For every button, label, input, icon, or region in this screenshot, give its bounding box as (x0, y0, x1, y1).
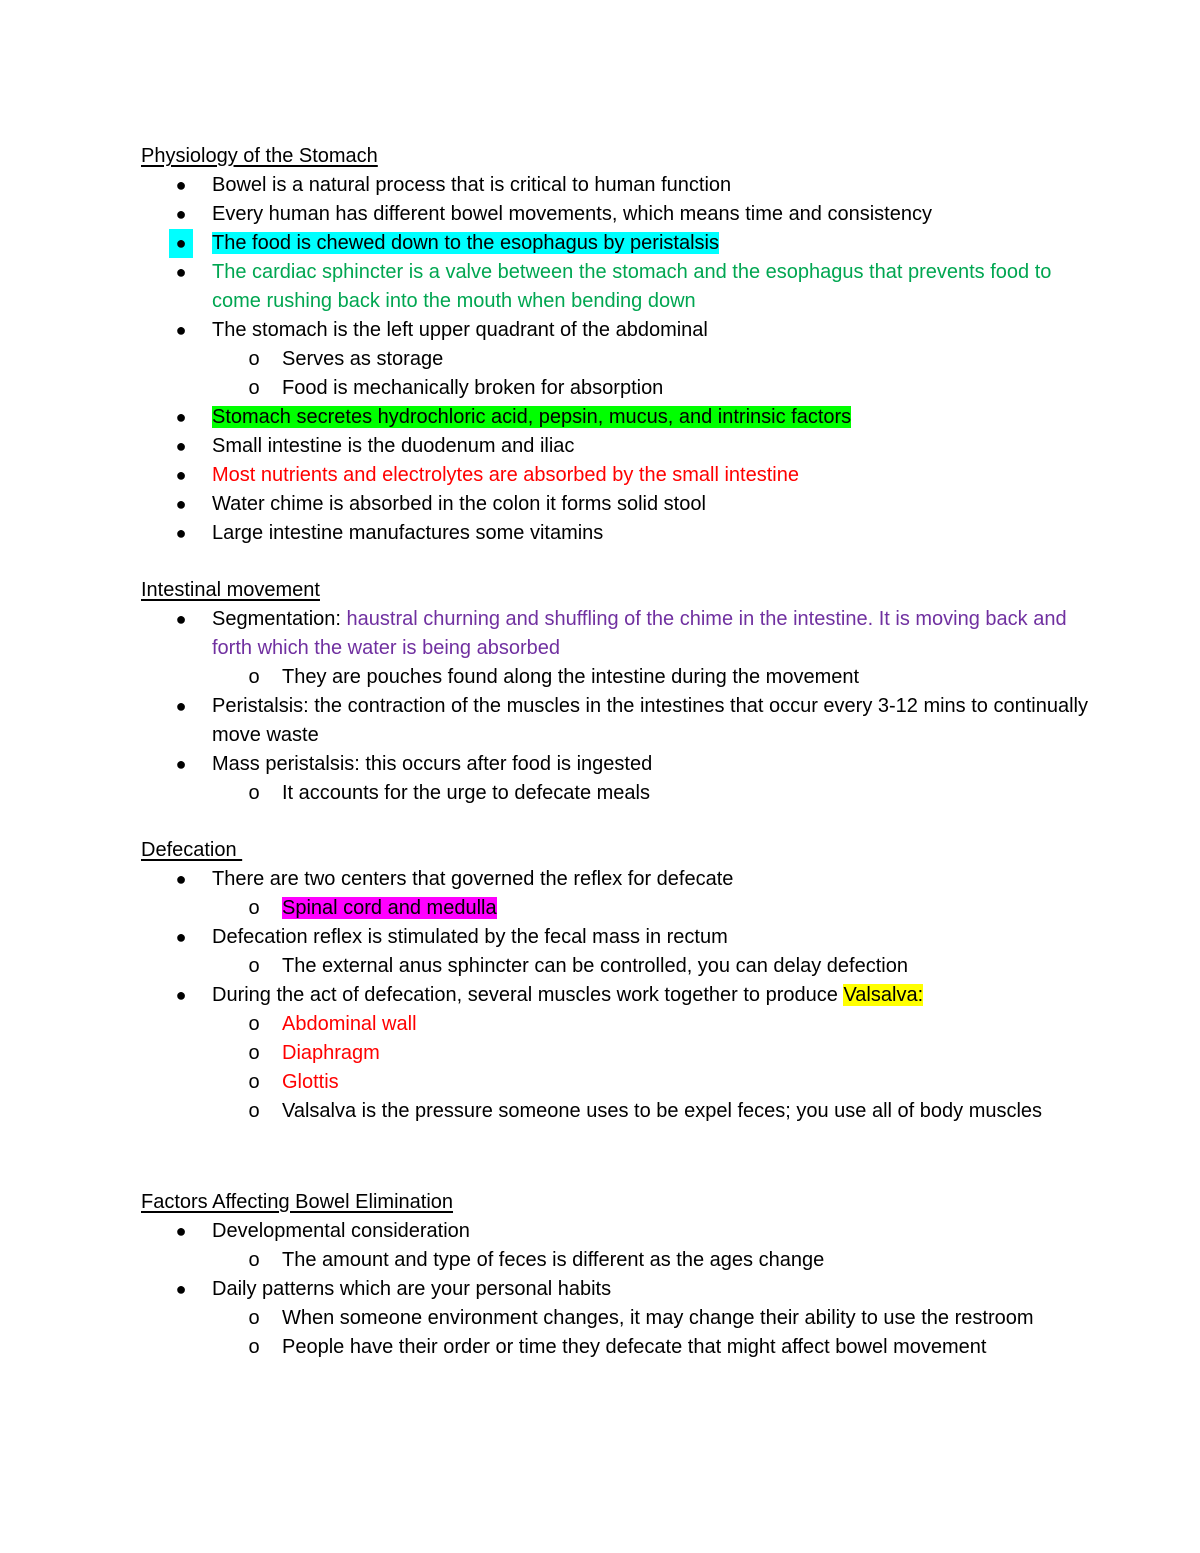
bullet-icon: ● (175, 175, 187, 195)
bullet-list (141, 605, 1101, 808)
section-intestinal-movement (141, 576, 1101, 808)
sub-list-item-text: When someone environment changes, it may change their ability to use the restroom (282, 1307, 1034, 1329)
section-physiology-of-the-stomach (141, 142, 1101, 548)
bullet-icon: ● (175, 696, 187, 716)
sub-list-item-text: Diaphragm (282, 1042, 380, 1064)
list-item (141, 229, 1101, 258)
sub-list-item-text: Glottis (282, 1071, 339, 1093)
hollow-bullet-icon: o (248, 955, 260, 977)
list-item-text: Every human has different bowel movements, which means time and consistency (212, 203, 932, 225)
bullet-icon: ● (175, 465, 187, 485)
bullet-icon: ● (175, 204, 187, 224)
list-item-text: Small intestine is the duodenum and iliac (212, 435, 575, 457)
list-item (141, 519, 1101, 548)
list-item (141, 865, 1101, 894)
sub-list-item (141, 1246, 1101, 1275)
sub-list-item (141, 1039, 1101, 1068)
list-item-text: Large intestine manufactures some vitamins (212, 522, 604, 544)
hollow-bullet-icon: o (248, 1071, 260, 1093)
term-label: Segmentation: (212, 608, 347, 630)
bullet-icon: ● (175, 494, 187, 514)
hollow-bullet-icon: o (248, 1249, 260, 1271)
bullet-icon: ● (175, 1221, 187, 1241)
bullet-icon: ● (175, 320, 187, 340)
list-item (141, 490, 1101, 519)
list-item-text: Most nutrients and electrolytes are absorbed by the small intestine (212, 464, 799, 486)
sub-list-item-text: Abdominal wall (282, 1013, 417, 1035)
bullet-icon: ● (175, 1279, 187, 1299)
list-item-text: During the act of defecation, several muscles work together to produce (212, 984, 844, 1006)
hollow-bullet-icon: o (248, 377, 260, 399)
hollow-bullet-icon: o (248, 666, 260, 688)
sub-list-item-text: Valsalva is the pressure someone uses to be expel feces; you use all of body muscles (282, 1100, 1043, 1122)
sub-list-item (141, 952, 1101, 981)
bullet-icon: ● (175, 869, 187, 889)
list-item (141, 923, 1101, 952)
list-item (141, 258, 1101, 316)
term-definition: haustral churning and shuffling of the chime in the intestine. It is moving back and forth which the water is being absorbed (212, 608, 1067, 659)
hollow-bullet-icon: o (248, 1307, 260, 1329)
list-item (141, 750, 1101, 779)
hollow-bullet-icon: o (248, 1100, 260, 1122)
bullet-icon: ● (175, 754, 187, 774)
highlighted-text: Stomach secretes hydrochloric acid, pepsin, mucus, and intrinsic factors (212, 406, 852, 428)
hollow-bullet-icon: o (248, 1042, 260, 1064)
bullet-icon: ● (175, 985, 187, 1005)
sub-list-item-text: The amount and type of feces is different as the ages change (282, 1249, 825, 1271)
sub-list-item (141, 345, 1101, 374)
bullet-list (141, 1217, 1101, 1362)
list-item (141, 1275, 1101, 1304)
section-heading: Intestinal movement (141, 579, 320, 601)
sub-list-item (141, 894, 1101, 923)
highlighted-text: Valsalva: (843, 984, 924, 1006)
sub-list-item (141, 1097, 1101, 1126)
sub-list-item (141, 663, 1101, 692)
list-item (141, 432, 1101, 461)
section-heading: Defecation (141, 839, 243, 861)
bullet-icon: ● (169, 229, 193, 258)
list-item-text: The cardiac sphincter is a valve between the stomach and the esophagus that prevents food to come rushing back into the mouth when bending down (212, 261, 1052, 312)
hollow-bullet-icon: o (248, 1336, 260, 1358)
list-item (141, 316, 1101, 345)
sub-list-item-text: People have their order or time they defecate that might affect bowel movement (282, 1336, 987, 1358)
bullet-icon: ● (175, 609, 187, 629)
sub-list-item (141, 1010, 1101, 1039)
list-item-text: Water chime is absorbed in the colon it forms solid stool (212, 493, 706, 515)
list-item-text: Mass peristalsis: this occurs after food is ingested (212, 753, 653, 775)
section-factors-affecting-bowel-elimination (141, 1188, 1101, 1362)
bullet-icon: ● (175, 407, 187, 427)
section-heading: Factors Affecting Bowel Elimination (141, 1191, 454, 1213)
highlighted-text: The food is chewed down to the esophagus by peristalsis (212, 232, 719, 254)
bullet-list (141, 171, 1101, 548)
sub-list-item (141, 1333, 1101, 1362)
sub-list-item (141, 374, 1101, 403)
hollow-bullet-icon: o (248, 348, 260, 370)
list-item-text: Peristalsis: the contraction of the muscles in the intestines that occur every 3-12 mins to continually move waste (212, 695, 1088, 746)
hollow-bullet-icon: o (248, 1013, 260, 1035)
bullet-icon: ● (175, 927, 187, 947)
list-item (141, 981, 1101, 1010)
list-item-text: The stomach is the left upper quadrant of the abdominal (212, 319, 708, 341)
bullet-icon: ● (175, 523, 187, 543)
list-item-text: Defecation reflex is stimulated by the fecal mass in rectum (212, 926, 728, 948)
sub-list-item-text: Food is mechanically broken for absorption (282, 377, 664, 399)
sub-list-item-text: They are pouches found along the intestine during the movement (282, 666, 860, 688)
highlighted-text: Spinal cord and medulla (282, 897, 497, 919)
sub-list-item-text: The external anus sphincter can be controlled, you can delay defection (282, 955, 908, 977)
section-heading: Physiology of the Stomach (141, 145, 378, 167)
sub-list-item (141, 1304, 1101, 1333)
section-defecation (141, 836, 1101, 1126)
sub-list-item-text: Serves as storage (282, 348, 444, 370)
list-item (141, 461, 1101, 490)
bullet-list (141, 865, 1101, 1126)
sub-list-item (141, 779, 1101, 808)
list-item (141, 605, 1101, 663)
list-item-text: Developmental consideration (212, 1220, 470, 1242)
list-item (141, 692, 1101, 750)
list-item (141, 403, 1101, 432)
hollow-bullet-icon: o (248, 897, 260, 919)
hollow-bullet-icon: o (248, 782, 260, 804)
list-item-text: There are two centers that governed the reflex for defecate (212, 868, 734, 890)
list-item (141, 200, 1101, 229)
sub-list-item (141, 1068, 1101, 1097)
list-item-text: Bowel is a natural process that is critical to human function (212, 174, 732, 196)
list-item-text: Daily patterns which are your personal habits (212, 1278, 612, 1300)
sub-list-item-text: It accounts for the urge to defecate meals (282, 782, 650, 804)
bullet-icon: ● (175, 262, 187, 282)
bullet-icon: ● (175, 436, 187, 456)
list-item (141, 1217, 1101, 1246)
list-item (141, 171, 1101, 200)
